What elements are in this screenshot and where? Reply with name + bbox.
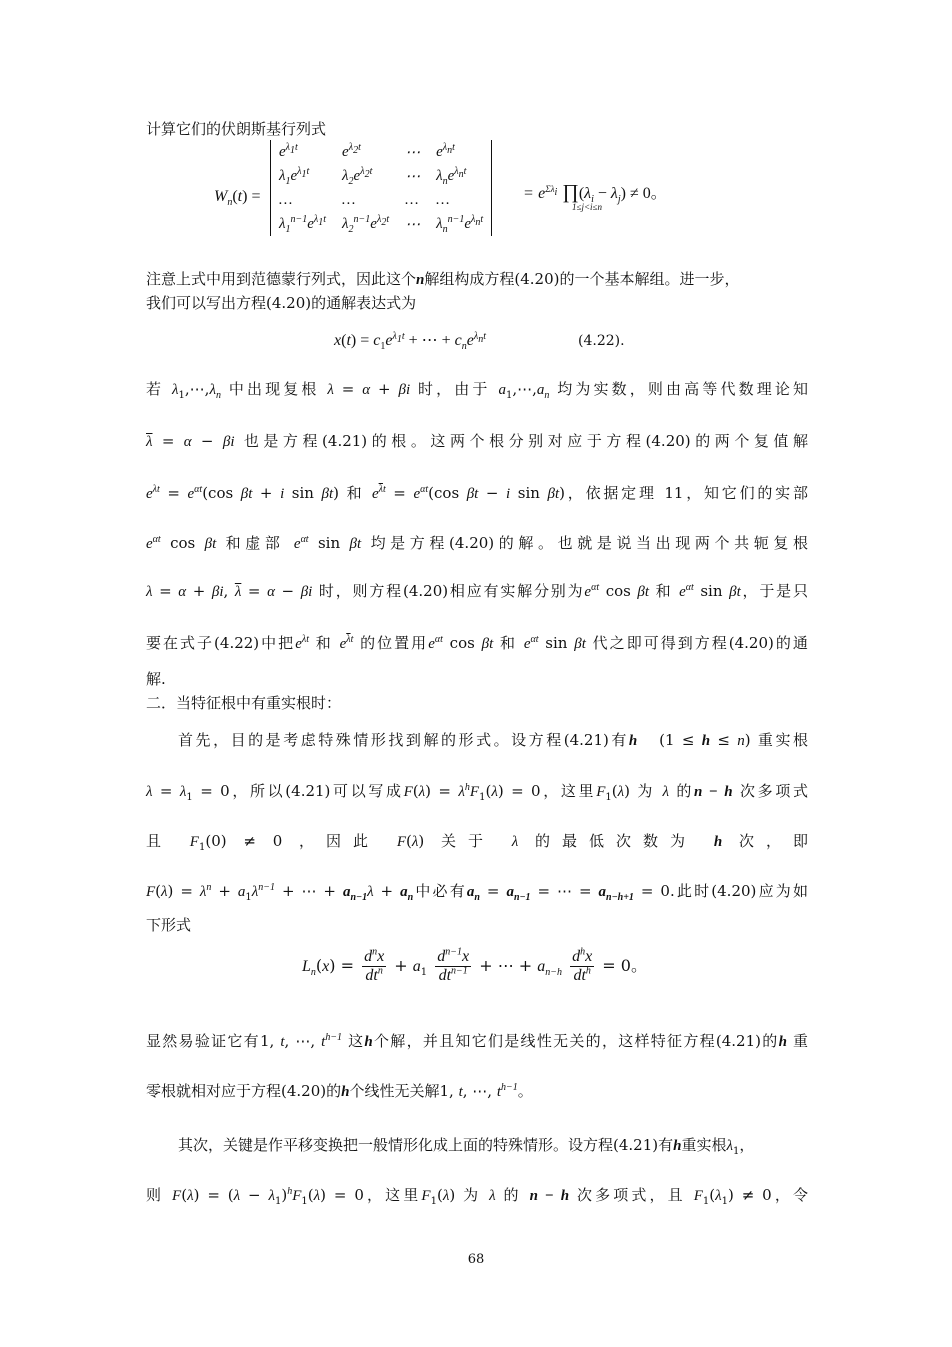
vandermonde-rhs: = $e^{\Sigma\lambda_i}$ $\prod(\lambda_i - \lambda_j) \ne 0$。 1≤j<i≤n (524, 181, 667, 212)
equation-422: $x(t) = c_1e^{\lambda_1t}$ + ⋯ + $c_ne^{\lambda_nt}$ (334, 330, 486, 353)
p-next-line1: 其次，关键是作平移变换把一般情形化成上面的特殊情形。设方程(4.21)有h重实根$\lambda_1$， (178, 1136, 755, 1157)
section-two-heading: 二．当特征根中有重实根时： (146, 694, 342, 712)
p-complex-line5: λ = α + βi, $\overline{\lambda} = \alpha - \beta i$ 时，则方程(4.20)相应有实解分别为$e^{\alpha t}$ cos βt 和 $e^{\alpha t}$ sin βt，于是只 (146, 582, 808, 600)
p-wronskian-intro: 计算它们的伏朗斯基行列式 (146, 120, 327, 138)
p-complex-line4: $e^{\alpha t}$ cos βt 和虚部 $e^{\alpha t}$ sin βt 均是方程(4.20)的解。也就是说当出现两个共轭复根 (146, 534, 808, 552)
wronskian-determinant: $e^{\lambda_1t}$ $e^{\lambda_2t}$ ⋯ $e^{\lambda_nt}$ $\lambda_1e^{\lambda_1t}$ $\lambda_2e^{\lambda_2t}$ ⋯ $\lambda_ne^{\lambda_nt}$ … … … … $\lambda_1^{n-1}e^{\lambda_1t}$ $\lambda_2^{n-1}e^{\lambda_2t}$ ⋯ $\lambda_n^{n-1}e^{\lambda_nt}$ (270, 140, 492, 236)
p-complex-line6: 要在式子(4.22)中把$e^{\lambda t}$ 和 $e^{\overline{\lambda}t}$ 的位置用$e^{\alpha t}$ cos βt 和 $e^{\alpha t}$ sin βt 代之即可得到方程(4.20)的通 (146, 634, 808, 652)
p-next-line2: 则 $F(\lambda) = (\lambda - \lambda_1)^hF_1(\lambda) = 0$，这里$F_1(\lambda)$ 为 λ 的 n − h 次多项式，且 $F_1(\lambda_1) \ne 0$，令 (146, 1186, 808, 1207)
page-number: 68 (467, 1252, 485, 1267)
wronskian-lhs: $W_n(t)$ = (214, 188, 261, 209)
p-complex-line1: 若 $\lambda_1,\cdots,\lambda_n$ 中出现复根 λ = α + βi 时，由于 $a_1,\cdots,a_n$ 均为实数，则由高等代数理论知 (146, 380, 808, 401)
p-first-line1: 首先，目的是考虑特殊情形找到解的形式。设方程(4.21)有h (1 ≤ h ≤ n) 重实根 (178, 731, 808, 749)
operator-equation: $L_n(x)$ = $\frac{d^nx}{dt^n}$ + $a_1$ $\frac{d^{n-1}x}{dt^{n-1}}$ + ⋯ + $a_{n-h}$ $\frac{d^hx}{dt^h}$ = 0。 (302, 946, 647, 984)
p-note-line2: 我们可以写出方程(4.20)的通解表达式为 (146, 294, 417, 312)
p-first-line2: $\lambda = \lambda_1 = 0$，所以(4.21)可以写成$F(\lambda) = \lambda^hF_1(\lambda) = 0$，这里$F_1(\lambda)$ 为 λ 的n − h 次多项式 (146, 782, 808, 803)
p-complex-line2: $\overline{\lambda} = \alpha - \beta i$ 也是方程(4.21)的根。这两个根分别对应于方程(4.20)的两个复值解 (146, 432, 808, 450)
equation-label-422: (4.22). (578, 333, 625, 349)
p-note-line1: 注意上式中用到范德蒙行列式，因此这个n解组构成方程(4.20)的一个基本解组。进一步， (146, 270, 740, 288)
p-complex-line3: $e^{\lambda t} = e^{\alpha t}(\cos$ βt + i sin βt) 和 $e^{\overline{\lambda}t} = e^{\alpha t}(\cos$ βt − i sin βt)，依据定理 11，知它们的实部 (146, 484, 808, 502)
p-obvious-line2: 零根就相对应于方程(4.20)的h个线性无关解1, t, ⋯, $t^{h-1}$。 (146, 1082, 533, 1100)
p-obvious-line1: 显然易验证它有1, t, ⋯, $t^{h-1}$ 这h个解，并且知它们是线性无关的，这样特征方程(4.21)的h 重 (146, 1032, 808, 1050)
p-first-line5: 下形式 (146, 916, 192, 934)
p-first-line4: $F(\lambda) = \lambda^n + a_1\lambda^{n-1}$ + ⋯ + $a_{n-1}\lambda + a_n$中必有$a_n = a_{n-1}$ = ⋯ = $a_{n-h+1} = 0$.此时(4.20)应为如 (146, 882, 808, 903)
p-first-line3: 且 $F_1(0) \ne 0$ ，因此 F(λ) 关于 λ 的最低次数为 h 次，即 (146, 832, 808, 853)
p-complex-end: 解. (146, 670, 166, 688)
